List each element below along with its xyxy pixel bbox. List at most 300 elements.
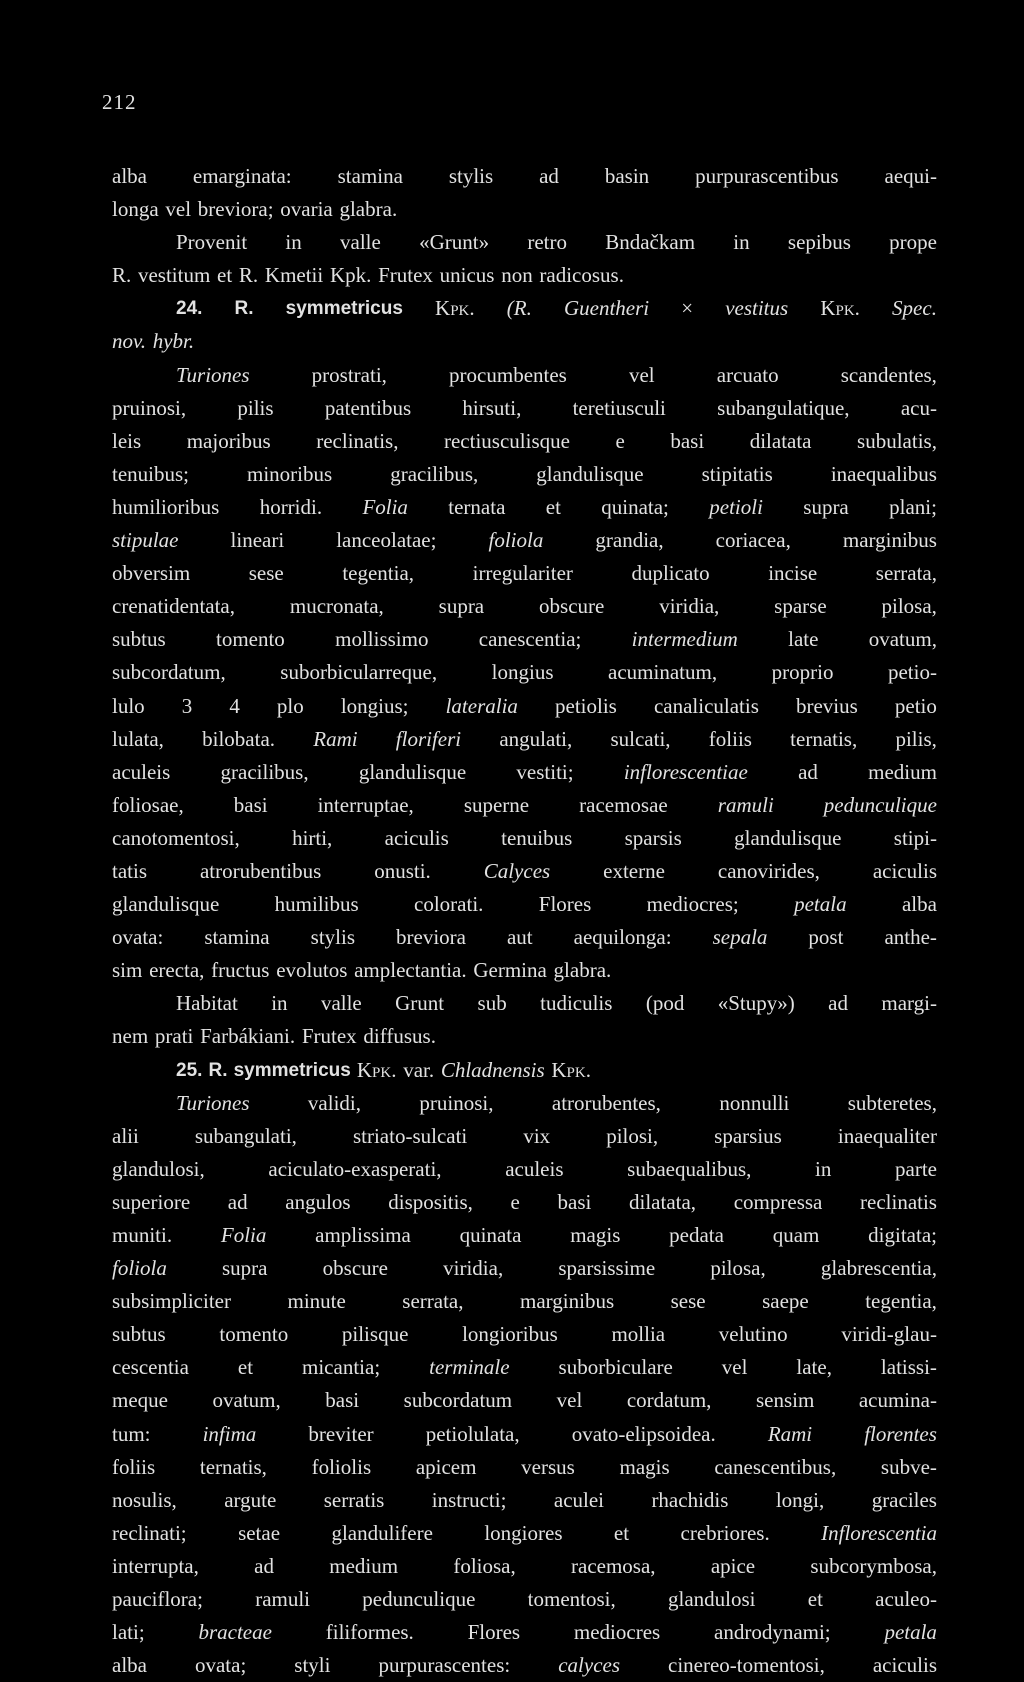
word: serratis bbox=[323, 1487, 385, 1512]
word: aciculis bbox=[872, 858, 937, 883]
word: viridia, bbox=[659, 594, 720, 619]
word: micantia; bbox=[302, 1355, 381, 1380]
word: versus bbox=[521, 1454, 575, 1479]
word: superiore bbox=[112, 1189, 191, 1214]
word: tomento bbox=[215, 627, 285, 652]
word: filiformes. bbox=[325, 1620, 414, 1645]
word: breviora; bbox=[197, 197, 274, 222]
word: aculeo- bbox=[875, 1587, 937, 1612]
word: ovatum, bbox=[868, 627, 937, 652]
word: Flores bbox=[467, 1620, 521, 1645]
word: canaliculatis bbox=[653, 693, 759, 718]
text-line bbox=[112, 1120, 937, 1153]
word: tenuibus bbox=[501, 825, 573, 850]
word: canotomentosi, bbox=[112, 825, 240, 850]
word: atrorubentibus bbox=[199, 858, 322, 883]
word: lati; bbox=[112, 1620, 145, 1645]
word: medium bbox=[868, 759, 937, 784]
word: plo bbox=[276, 693, 304, 718]
word: grandia, bbox=[595, 528, 664, 553]
word: pilosi, bbox=[606, 1123, 659, 1148]
word: cinereo-tomentosi, bbox=[668, 1653, 825, 1678]
word: pauciflora; bbox=[112, 1587, 203, 1612]
word: subangulatique, bbox=[717, 395, 850, 420]
word: tegentia, bbox=[865, 1289, 937, 1314]
word: obscure bbox=[322, 1256, 388, 1281]
word: Turiones bbox=[176, 1090, 250, 1115]
text-line bbox=[112, 1517, 937, 1550]
word: parte bbox=[895, 1156, 937, 1181]
word: dilatata, bbox=[629, 1189, 697, 1214]
word: petio bbox=[894, 693, 937, 718]
word: crenatidentata, bbox=[112, 594, 236, 619]
word: bracteae bbox=[198, 1620, 272, 1645]
word: foliis bbox=[708, 726, 752, 751]
text-line bbox=[112, 1451, 937, 1484]
word: purpurascentibus bbox=[695, 164, 839, 188]
text-line bbox=[112, 1153, 937, 1186]
word: basin bbox=[604, 164, 650, 188]
text-line bbox=[112, 888, 937, 921]
text-line bbox=[112, 226, 937, 259]
word: margi- bbox=[881, 991, 937, 1016]
word: breviter bbox=[308, 1421, 374, 1446]
word: alba bbox=[901, 892, 937, 917]
word: pilosa, bbox=[881, 594, 937, 619]
word: mediocres; bbox=[646, 892, 739, 917]
word: Farbákiani. bbox=[200, 1024, 296, 1049]
word: glabra. bbox=[339, 197, 398, 222]
word: prostrati, bbox=[311, 362, 387, 387]
text-line bbox=[112, 1384, 937, 1417]
text-line bbox=[112, 756, 937, 789]
word: Bndačkam bbox=[605, 230, 696, 255]
word: longi, bbox=[775, 1487, 825, 1512]
word: in bbox=[285, 230, 302, 255]
word: pruinosi, bbox=[112, 395, 187, 420]
word: tomentosi, bbox=[527, 1587, 616, 1612]
text-line bbox=[112, 160, 937, 193]
word: aequi- bbox=[884, 164, 937, 188]
text-line bbox=[112, 1020, 937, 1053]
word: stipitatis bbox=[701, 461, 773, 486]
word: «Grunt» bbox=[419, 230, 490, 255]
word: intermedium bbox=[631, 627, 738, 652]
word: inflorescentiae bbox=[623, 759, 748, 784]
word: irregulariter bbox=[472, 561, 573, 586]
word: petio- bbox=[887, 660, 937, 685]
word: in bbox=[733, 230, 750, 255]
word: cescentia bbox=[112, 1355, 189, 1380]
word: petiolis bbox=[555, 693, 617, 718]
word: pilisque bbox=[341, 1322, 409, 1347]
word: post bbox=[808, 925, 844, 950]
word: diffusus. bbox=[363, 1024, 436, 1049]
word: 4 bbox=[229, 693, 240, 718]
word: Habitat bbox=[176, 991, 238, 1016]
word: tudiculis bbox=[540, 991, 613, 1016]
word: vel bbox=[165, 197, 192, 222]
word: amplectantia. bbox=[354, 958, 467, 983]
word: sub bbox=[477, 991, 507, 1016]
word: dilatata bbox=[749, 428, 812, 453]
word: basi bbox=[670, 428, 705, 453]
word: subcordatum, bbox=[112, 660, 226, 685]
word: Inflorescentia bbox=[821, 1520, 937, 1545]
word: e bbox=[615, 428, 625, 453]
word: 24. bbox=[176, 298, 203, 320]
text-line bbox=[112, 723, 937, 756]
word: subaequalibus, bbox=[627, 1156, 752, 1181]
word: emarginata: bbox=[192, 164, 292, 188]
word: sese bbox=[248, 561, 284, 586]
word: lineari bbox=[230, 528, 285, 553]
word: pilosa, bbox=[710, 1256, 766, 1281]
word: vestitum bbox=[137, 263, 211, 288]
word: Kpk. bbox=[551, 1057, 591, 1082]
word: marginibus bbox=[842, 528, 937, 553]
word: aculeis bbox=[112, 759, 171, 784]
word: suborbiculare bbox=[558, 1355, 673, 1380]
word: Chladnensis bbox=[440, 1057, 545, 1082]
word: Kpk. bbox=[820, 296, 860, 321]
word: viridia, bbox=[443, 1256, 504, 1281]
word: sensim bbox=[755, 1388, 815, 1413]
word: foliola bbox=[488, 528, 544, 553]
word: petioli bbox=[709, 494, 763, 519]
word: reclinatis, bbox=[316, 428, 399, 453]
word: viridi-glau- bbox=[841, 1322, 937, 1347]
word: alba bbox=[112, 164, 147, 188]
word: foliola bbox=[112, 1256, 167, 1281]
word: petala bbox=[884, 1620, 937, 1645]
word: subtus bbox=[112, 627, 166, 652]
text-line bbox=[112, 193, 937, 226]
word: sese bbox=[670, 1289, 706, 1314]
word: glabrescentia, bbox=[820, 1256, 937, 1281]
word: late bbox=[788, 627, 819, 652]
word: infima bbox=[202, 1421, 257, 1446]
text-line bbox=[112, 1219, 937, 1252]
word: foliosa, bbox=[453, 1553, 516, 1578]
word: glandulisque bbox=[112, 892, 220, 917]
word: florentes bbox=[864, 1421, 937, 1446]
word: tomento bbox=[219, 1322, 289, 1347]
word: stipulae bbox=[112, 528, 179, 553]
text-line bbox=[112, 1616, 937, 1649]
word: Guentheri bbox=[563, 296, 650, 321]
word: stylis bbox=[310, 925, 355, 950]
word: graciles bbox=[871, 1487, 937, 1512]
word: gracilibus, bbox=[220, 759, 309, 784]
word: ovaria bbox=[280, 197, 333, 222]
word: Germina bbox=[473, 958, 547, 983]
word: sparsis bbox=[624, 825, 682, 850]
word: ramuli bbox=[717, 792, 774, 817]
word: petiolulata, bbox=[425, 1421, 520, 1446]
word: tatis bbox=[112, 858, 147, 883]
word: subcordatum bbox=[403, 1388, 513, 1413]
word: subtus bbox=[112, 1322, 166, 1347]
word: minoribus bbox=[247, 461, 333, 486]
word: nov. bbox=[112, 329, 147, 354]
word: glandulifere bbox=[331, 1520, 433, 1545]
word: valle bbox=[340, 230, 381, 255]
word: hirsuti, bbox=[462, 395, 522, 420]
word: lateralia bbox=[445, 693, 518, 718]
text-line bbox=[112, 1583, 937, 1616]
word: Turiones bbox=[176, 362, 250, 387]
word: atrorubentes, bbox=[551, 1090, 661, 1115]
text-line bbox=[112, 921, 937, 954]
word: et bbox=[237, 1355, 254, 1380]
word: vel bbox=[721, 1355, 748, 1380]
word: 3 bbox=[181, 693, 193, 718]
word: patentibus bbox=[324, 395, 412, 420]
word: ternata bbox=[448, 494, 506, 519]
word: rhachidis bbox=[651, 1487, 729, 1512]
word: scandentes, bbox=[840, 362, 937, 387]
word: canovirides, bbox=[717, 858, 820, 883]
word: argute bbox=[224, 1487, 277, 1512]
word: prati bbox=[154, 1024, 194, 1049]
word: serrata, bbox=[402, 1289, 464, 1314]
word: vel bbox=[556, 1388, 583, 1413]
text-line bbox=[112, 1418, 937, 1451]
word: supra bbox=[803, 494, 849, 519]
word: externe bbox=[603, 858, 665, 883]
word: var. bbox=[403, 1057, 435, 1082]
word: unicus bbox=[439, 263, 495, 288]
word: subteretes, bbox=[847, 1090, 937, 1115]
word: et bbox=[545, 494, 561, 519]
word: longiores bbox=[484, 1520, 563, 1545]
word: (pod bbox=[645, 991, 685, 1016]
text-line bbox=[112, 954, 937, 987]
word: et bbox=[613, 1520, 630, 1545]
word: arcuato bbox=[716, 362, 779, 387]
word: Spec. bbox=[892, 296, 937, 321]
text-line bbox=[112, 524, 937, 557]
word: vestiti; bbox=[516, 759, 574, 784]
body-text bbox=[112, 160, 937, 1682]
word: latissi- bbox=[880, 1355, 937, 1380]
word: ovata: bbox=[112, 925, 164, 950]
text-line bbox=[112, 1484, 937, 1517]
word: late, bbox=[796, 1355, 832, 1380]
word: pilis, bbox=[895, 726, 937, 751]
word: duplicato bbox=[631, 561, 710, 586]
word: meque bbox=[112, 1388, 168, 1413]
word: styli bbox=[294, 1653, 331, 1678]
word: quam bbox=[772, 1223, 820, 1247]
word: interruptae, bbox=[317, 792, 414, 817]
text-line bbox=[112, 1087, 937, 1120]
word: alba bbox=[112, 1653, 147, 1678]
word: fructus bbox=[211, 958, 270, 983]
word: sparse bbox=[774, 594, 827, 619]
word: digitata; bbox=[868, 1223, 937, 1247]
word: velutino bbox=[718, 1322, 788, 1347]
word: basi bbox=[557, 1189, 592, 1214]
word: Frutex bbox=[378, 263, 433, 288]
word: lanceolatae; bbox=[336, 528, 437, 553]
word: medium bbox=[329, 1553, 399, 1578]
word: Folia bbox=[220, 1223, 267, 1247]
text-line bbox=[112, 259, 937, 292]
word: inaequaliter bbox=[837, 1123, 937, 1148]
word: pedunculique bbox=[362, 1587, 476, 1612]
word: retro bbox=[527, 230, 567, 255]
word: ad bbox=[828, 991, 848, 1016]
word: humilioribus bbox=[112, 494, 220, 519]
word: glandulosi bbox=[668, 1587, 756, 1612]
word: glandulosi, bbox=[112, 1156, 205, 1181]
word: stylis bbox=[448, 164, 494, 188]
word: angulos bbox=[285, 1189, 351, 1214]
word: ternatis, bbox=[790, 726, 858, 751]
word: calyces bbox=[558, 1653, 621, 1678]
word: × bbox=[681, 296, 694, 321]
word: onusti. bbox=[374, 858, 431, 883]
word: superne bbox=[463, 792, 530, 817]
word: ramuli bbox=[255, 1587, 311, 1612]
word: inaequalibus bbox=[830, 461, 937, 486]
word: mollissimo bbox=[335, 627, 429, 652]
word: acumina- bbox=[858, 1388, 937, 1413]
word: hirti, bbox=[292, 825, 333, 850]
word: aciculis bbox=[384, 825, 449, 850]
word: foliosae, bbox=[112, 792, 184, 817]
page-number: 212 bbox=[102, 90, 137, 114]
word: stipi- bbox=[893, 825, 937, 850]
word: sulcati, bbox=[610, 726, 671, 751]
word: nem bbox=[112, 1024, 149, 1049]
word: longioribus bbox=[462, 1322, 558, 1347]
word: ad bbox=[798, 759, 818, 784]
word: vix bbox=[523, 1123, 551, 1148]
word: bilobata. bbox=[202, 726, 276, 751]
word: incise bbox=[768, 561, 818, 586]
word: serrata, bbox=[875, 561, 937, 586]
text-line bbox=[112, 359, 937, 392]
word: amplissima bbox=[315, 1223, 411, 1247]
word: anthe- bbox=[884, 925, 937, 950]
word: Grunt bbox=[395, 991, 445, 1016]
word: glabra. bbox=[553, 958, 612, 983]
word: R. bbox=[234, 298, 254, 320]
word: evolutos bbox=[276, 958, 348, 983]
text-line bbox=[112, 855, 937, 888]
text-line bbox=[112, 1054, 937, 1087]
text-line bbox=[112, 623, 937, 656]
word: acu- bbox=[900, 395, 937, 420]
word: acuminatum, bbox=[608, 660, 718, 685]
word: Kmetii bbox=[264, 263, 324, 288]
word: vestitus bbox=[725, 296, 789, 321]
word: 25. bbox=[176, 1059, 203, 1081]
word: e bbox=[510, 1189, 520, 1214]
word: subve- bbox=[880, 1454, 937, 1479]
word: pedunculique bbox=[823, 792, 937, 817]
word: crebriores. bbox=[680, 1520, 770, 1545]
word: tenuibus; bbox=[112, 461, 189, 486]
word: stamina bbox=[204, 925, 270, 950]
word: horridi. bbox=[259, 494, 323, 519]
word: apice bbox=[710, 1553, 756, 1578]
word: instructi; bbox=[431, 1487, 507, 1512]
word: lulo bbox=[112, 693, 145, 718]
word: symmetricus bbox=[233, 1059, 351, 1081]
word: et bbox=[807, 1587, 823, 1612]
word: canescentibus, bbox=[714, 1454, 837, 1479]
word: Flores bbox=[538, 892, 592, 917]
word: R. bbox=[238, 263, 259, 288]
word: «Stupy») bbox=[717, 991, 795, 1016]
word: humilibus bbox=[274, 892, 359, 917]
word: R. bbox=[112, 263, 132, 288]
word: mucronata, bbox=[289, 594, 384, 619]
word: obversim bbox=[112, 561, 191, 586]
text-line bbox=[112, 1351, 937, 1384]
word: ternatis, bbox=[199, 1454, 267, 1479]
word: vel bbox=[628, 362, 655, 387]
word: majoribus bbox=[186, 428, 271, 453]
word: symmetricus bbox=[285, 298, 403, 320]
word: Folia bbox=[362, 494, 408, 519]
word: R. bbox=[208, 1059, 228, 1081]
word: ovata; bbox=[194, 1653, 247, 1678]
word: brevius bbox=[795, 693, 858, 718]
word: petala bbox=[794, 892, 847, 917]
word: radicosus. bbox=[539, 263, 624, 288]
word: lulata, bbox=[112, 726, 164, 751]
word: marginibus bbox=[520, 1289, 615, 1314]
word: longa bbox=[112, 197, 159, 222]
word: procumbentes bbox=[449, 362, 567, 387]
word: magis bbox=[619, 1454, 670, 1479]
word: sparsius bbox=[714, 1123, 782, 1148]
text-line bbox=[112, 1285, 937, 1318]
word: racemosa, bbox=[571, 1553, 656, 1578]
word: stamina bbox=[337, 164, 403, 188]
word: glandulisque bbox=[358, 759, 467, 784]
text-line bbox=[112, 690, 937, 723]
word: supra bbox=[438, 594, 485, 619]
word: foliis bbox=[112, 1454, 156, 1479]
text-line bbox=[112, 557, 937, 590]
word: valle bbox=[320, 991, 362, 1016]
word: erecta, bbox=[149, 958, 205, 983]
word: foliolis bbox=[311, 1454, 372, 1479]
word: apicem bbox=[415, 1454, 477, 1479]
text-line bbox=[112, 325, 937, 358]
word: mediocres bbox=[573, 1620, 661, 1645]
word: proprio bbox=[771, 660, 834, 685]
word: et bbox=[217, 263, 233, 288]
text-line bbox=[112, 656, 937, 689]
word: aculeis bbox=[505, 1156, 564, 1181]
word: quinata; bbox=[601, 494, 669, 519]
word: pilis bbox=[237, 395, 274, 420]
word: tum: bbox=[112, 1421, 151, 1446]
text-line bbox=[112, 1186, 937, 1219]
word: Rami bbox=[767, 1421, 813, 1446]
word: breviora bbox=[396, 925, 466, 950]
word: angulati, bbox=[499, 726, 573, 751]
word: leis bbox=[112, 428, 142, 453]
word: non bbox=[501, 263, 533, 288]
